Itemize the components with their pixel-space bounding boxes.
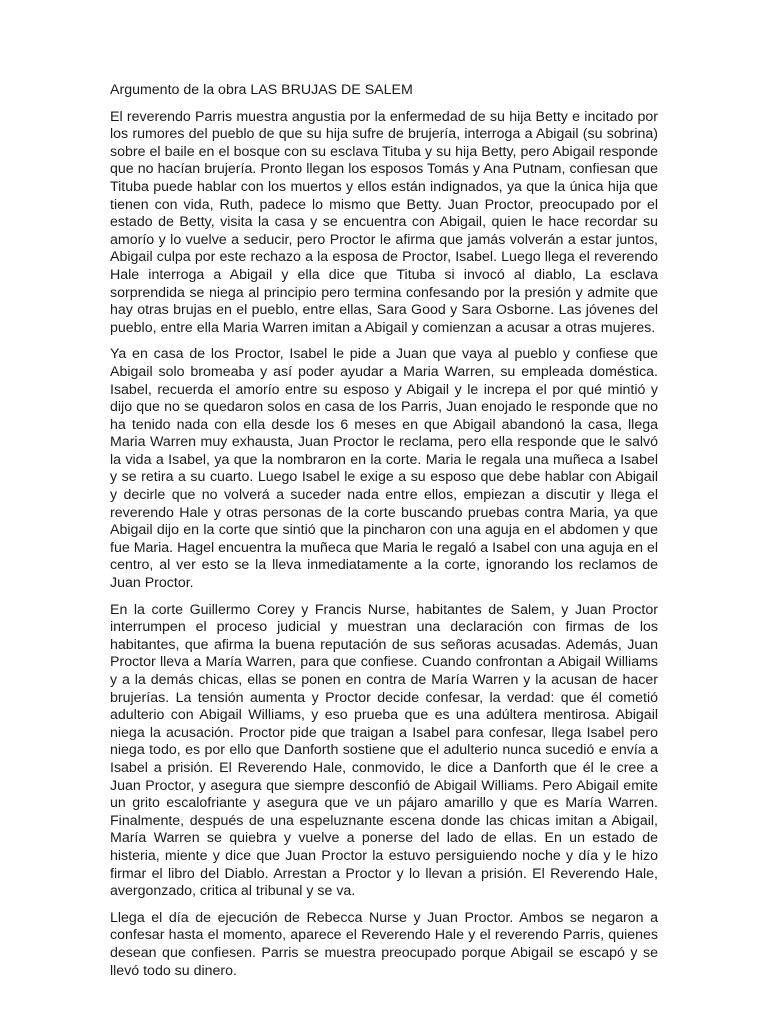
paragraph-2: Ya en casa de los Proctor, Isabel le pide a Juan que vaya al pueblo y confiese que Abigail solo bromeaba y así poder ayudar a Maria Warren, su empleada doméstica. Isabel, recuerda el amorío entre su esposo y Abigail y le increpa el por qué mintió y dijo que no se quedaron solos en casa de los Parris, Juan enojado le responde que no ha tenido nada con ella desde los 6 meses en que Abigail abandonó la casa, llega Maria Warren muy exhausta, Juan Proctor le reclama, pero ella responde que le salvó la vida a Isabel, ya que la nombraron en la corte. Maria le regala una muñeca a Isabel y se retira a su cuarto. Luego Isabel le exige a su esposo que debe hablar con Abigail y decirle que no volverá a suceder nada entre ellos, empiezan a discutir y llega el reverendo Hale y otras personas de la corte buscando pruebas contra Maria, ya que Abigail dijo en la corte que sintió que la pincharon con una aguja en el abdomen y que fue Maria. Hagel encuentra la muñeca que Maria le regaló a Isabel con una aguja en el centro, al ver esto se la lleva inmediatamente a la corte, ignorando los reclamos de Juan Proctor. xyxy=(110,346,658,592)
paragraph-4: Llega el día de ejecución de Rebecca Nurse y Juan Proctor. Ambos se negaron a confesar hasta el momento, aparece el Reverendo Hale y el reverendo Parris, quienes desean que confiesen. Parris se muestra preocupado porque Abigail se escapó y se llevó todo su dinero. xyxy=(110,909,658,979)
paragraph-1: El reverendo Parris muestra angustia por la enfermedad de su hija Betty e incitado por los rumores del pueblo de que su hija sufre de brujería, interroga a Abigail (su sobrina) sobre el baile en el bosque con su esclava Tituba y su hija Betty, pero Abigail responde que no hacían brujería. Pronto llegan los esposos Tomás y Ana Putnam, confiesan que Tituba puede hablar con los muertos y ellos están indignados, ya que la única hija que tienen con vida, Ruth, padece lo mismo que Betty. Juan Proctor, preocupado por el estado de Betty, visita la casa y se encuentra con Abigail, quien le hace recordar su amorío y lo vuelve a seducir, pero Proctor le afirma que jamás volverán a estar juntos, Abigail culpa por este rechazo a la esposa de Proctor, Isabel. Luego llega el reverendo Hale interroga a Abigail y ella dice que Tituba si invocó al diablo, La esclava sorprendida se niega al principio pero termina confesando por la presión y admite que hay otras brujas en el pueblo, entre ellas, Sara Good y Sara Osborne. Las jóvenes del pueblo, entre ella Maria Warren imitan a Abigail y comienzan a acusar a otras mujeres. xyxy=(110,108,658,336)
document-title: Argumento de la obra LAS BRUJAS DE SALEM xyxy=(110,82,413,98)
paragraph-3: En la corte Guillermo Corey y Francis Nurse, habitantes de Salem, y Juan Proctor interrumpen el proceso judicial y muestran una declaración con firmas de los habitantes, que afirma la buena reputación de sus señoras acusadas. Además, Juan Proctor lleva a María Warren, para que confiese. Cuando confrontan a Abigail Williams y a la demás chicas, ellas se ponen en contra de María Warren y la acusan de hacer brujerías. La tensión aumenta y Proctor decide confesar, la verdad: que él cometió adulterio con Abigail Williams, y eso prueba que es una adúltera mentirosa. Abigail niega la acusación. Proctor pide que traigan a Isabel para confesar, llega Isabel pero niega todo, es por ello que Danforth sostiene que el adulterio nunca sucedió e envía a Isabel a prisión. El Reverendo Hale, conmovido, le dice a Danforth que él le cree a Juan Proctor, y asegura que siempre desconfió de Abigail Williams. Pero Abigail emite un grito escalofriante y asegura que ve un pájaro amarillo y que es María Warren. Finalmente, después de una espeluznante escena donde las chicas imitan a Abigail, María Warren se quiebra y vuelve a ponerse del lado de ellas. En un estado de histeria, miente y dice que Juan Proctor la estuvo persiguiendo noche y día y le hizo firmar el libro del Diablo. Arrestan a Proctor y lo llevan a prisión. El Reverendo Hale, avergonzado, critica al tribunal y se va. xyxy=(110,601,658,900)
document-page xyxy=(110,82,658,989)
